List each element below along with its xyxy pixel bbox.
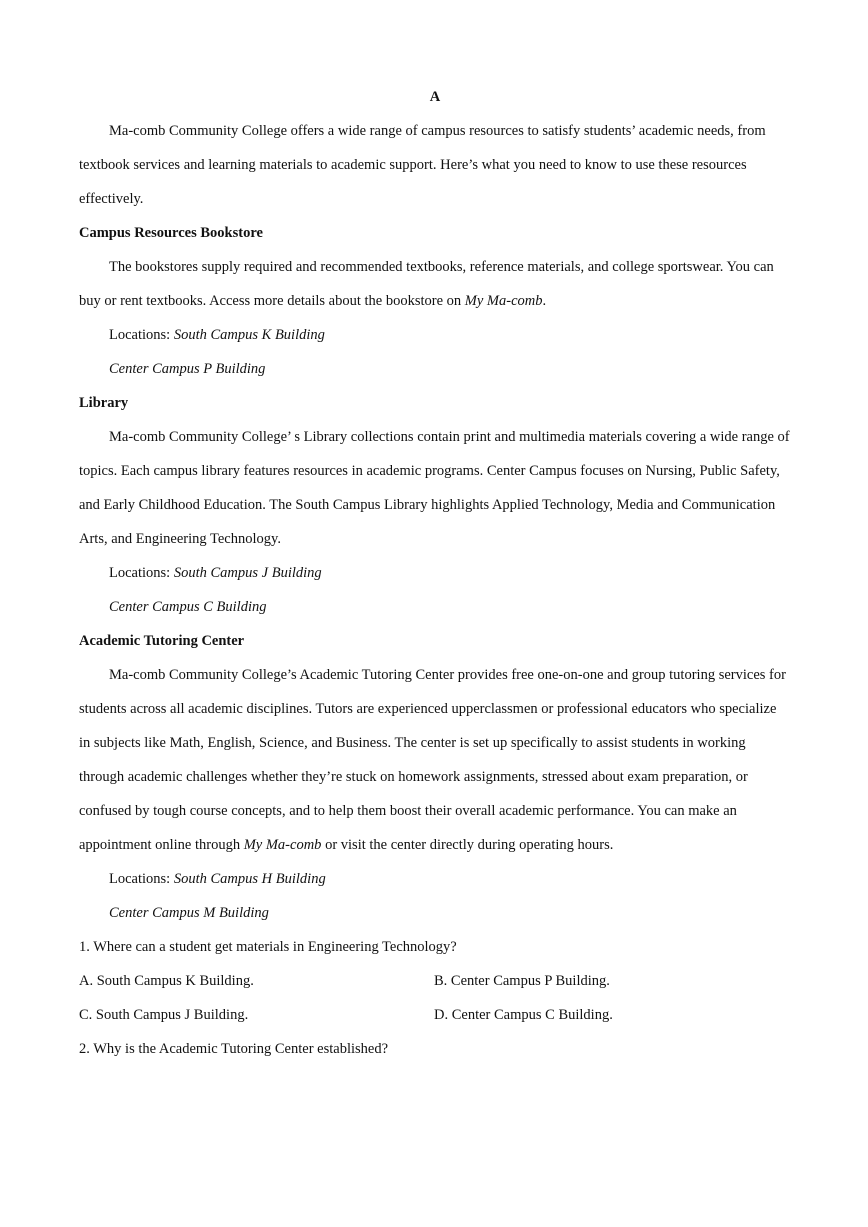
question-1-options-row-1 [79,964,791,998]
bookstore-text: The bookstores supply required and recommended textbooks, reference materials, and college sportswear. You can buy or rent textbooks. Access more details about the bookstore on [79,259,774,309]
passage-title: A [429,89,441,105]
location-value: South Campus K Building [173,327,325,343]
option-b: B. Center Campus P Building. [434,973,610,989]
location-value: Center Campus M Building [109,905,269,921]
locations-label: Locations: [109,565,174,581]
document-page [79,80,791,1066]
library-location-2 [79,590,791,624]
question-1: 1. Where can a student get materials in Engineering Technology? [79,939,457,955]
tutoring-paragraph [79,658,791,862]
section-heading-library: Library [79,395,129,411]
library-paragraph: Ma-comb Community College’ s Library collections contain print and multimedia materials covering a wide range of topics. Each campus library features resources in academic programs. Center Campus focuses on Nursing, Public Safety, and Early Childhood Education. The South Campus Library highlights Applied Technology, Media and Communication Arts, and Engineering Technology. [79,429,790,547]
locations-label: Locations: [109,871,174,887]
library-location-1 [79,556,791,590]
bookstore-paragraph [79,250,791,318]
bookstore-location-1 [79,318,791,352]
tutoring-text: Ma-comb Community College’s Academic Tutoring Center provides free one-on-one and group tutoring services for students across all academic disciplines. Tutors are experienced upperclassmen or professional educators who specialize in subjects like Math, English, Science, and Business. The center is set up specifically to assist students in working through academic challenges whether they’re stuck on homework assignments, stressed about exam preparation, or confused by tough course concepts, and to help them boost their overall academic performance. You can make an appointment online through [79,667,786,853]
location-value: South Campus H Building [173,871,326,887]
tutoring-text-end: or visit the center directly during operating hours. [321,837,614,853]
location-value: Center Campus P Building [109,361,266,377]
locations-label: Locations: [109,327,174,343]
option-d: D. Center Campus C Building. [434,1007,613,1023]
question-2: 2. Why is the Academic Tutoring Center established? [79,1041,389,1057]
question-1-options-row-2 [79,998,791,1032]
section-heading-tutoring: Academic Tutoring Center [79,633,245,649]
bookstore-text-end: . [542,293,547,309]
location-value: South Campus J Building [173,565,322,581]
option-a: A. South Campus K Building. [79,973,254,989]
intro-paragraph: Ma-comb Community College offers a wide range of campus resources to satisfy students’ academic needs, from textbook services and learning materials to academic support. Here’s what you need to know to use these resources effectively. [79,123,766,207]
tutoring-location-1 [79,862,791,896]
option-c: C. South Campus J Building. [79,1007,249,1023]
tutoring-location-2 [79,896,791,930]
my-macomb-italic: My Ma-comb [464,293,543,309]
section-heading-bookstore: Campus Resources Bookstore [79,225,263,241]
my-macomb-italic: My Ma-comb [243,837,322,853]
bookstore-location-2 [79,352,791,386]
location-value: Center Campus C Building [109,599,267,615]
